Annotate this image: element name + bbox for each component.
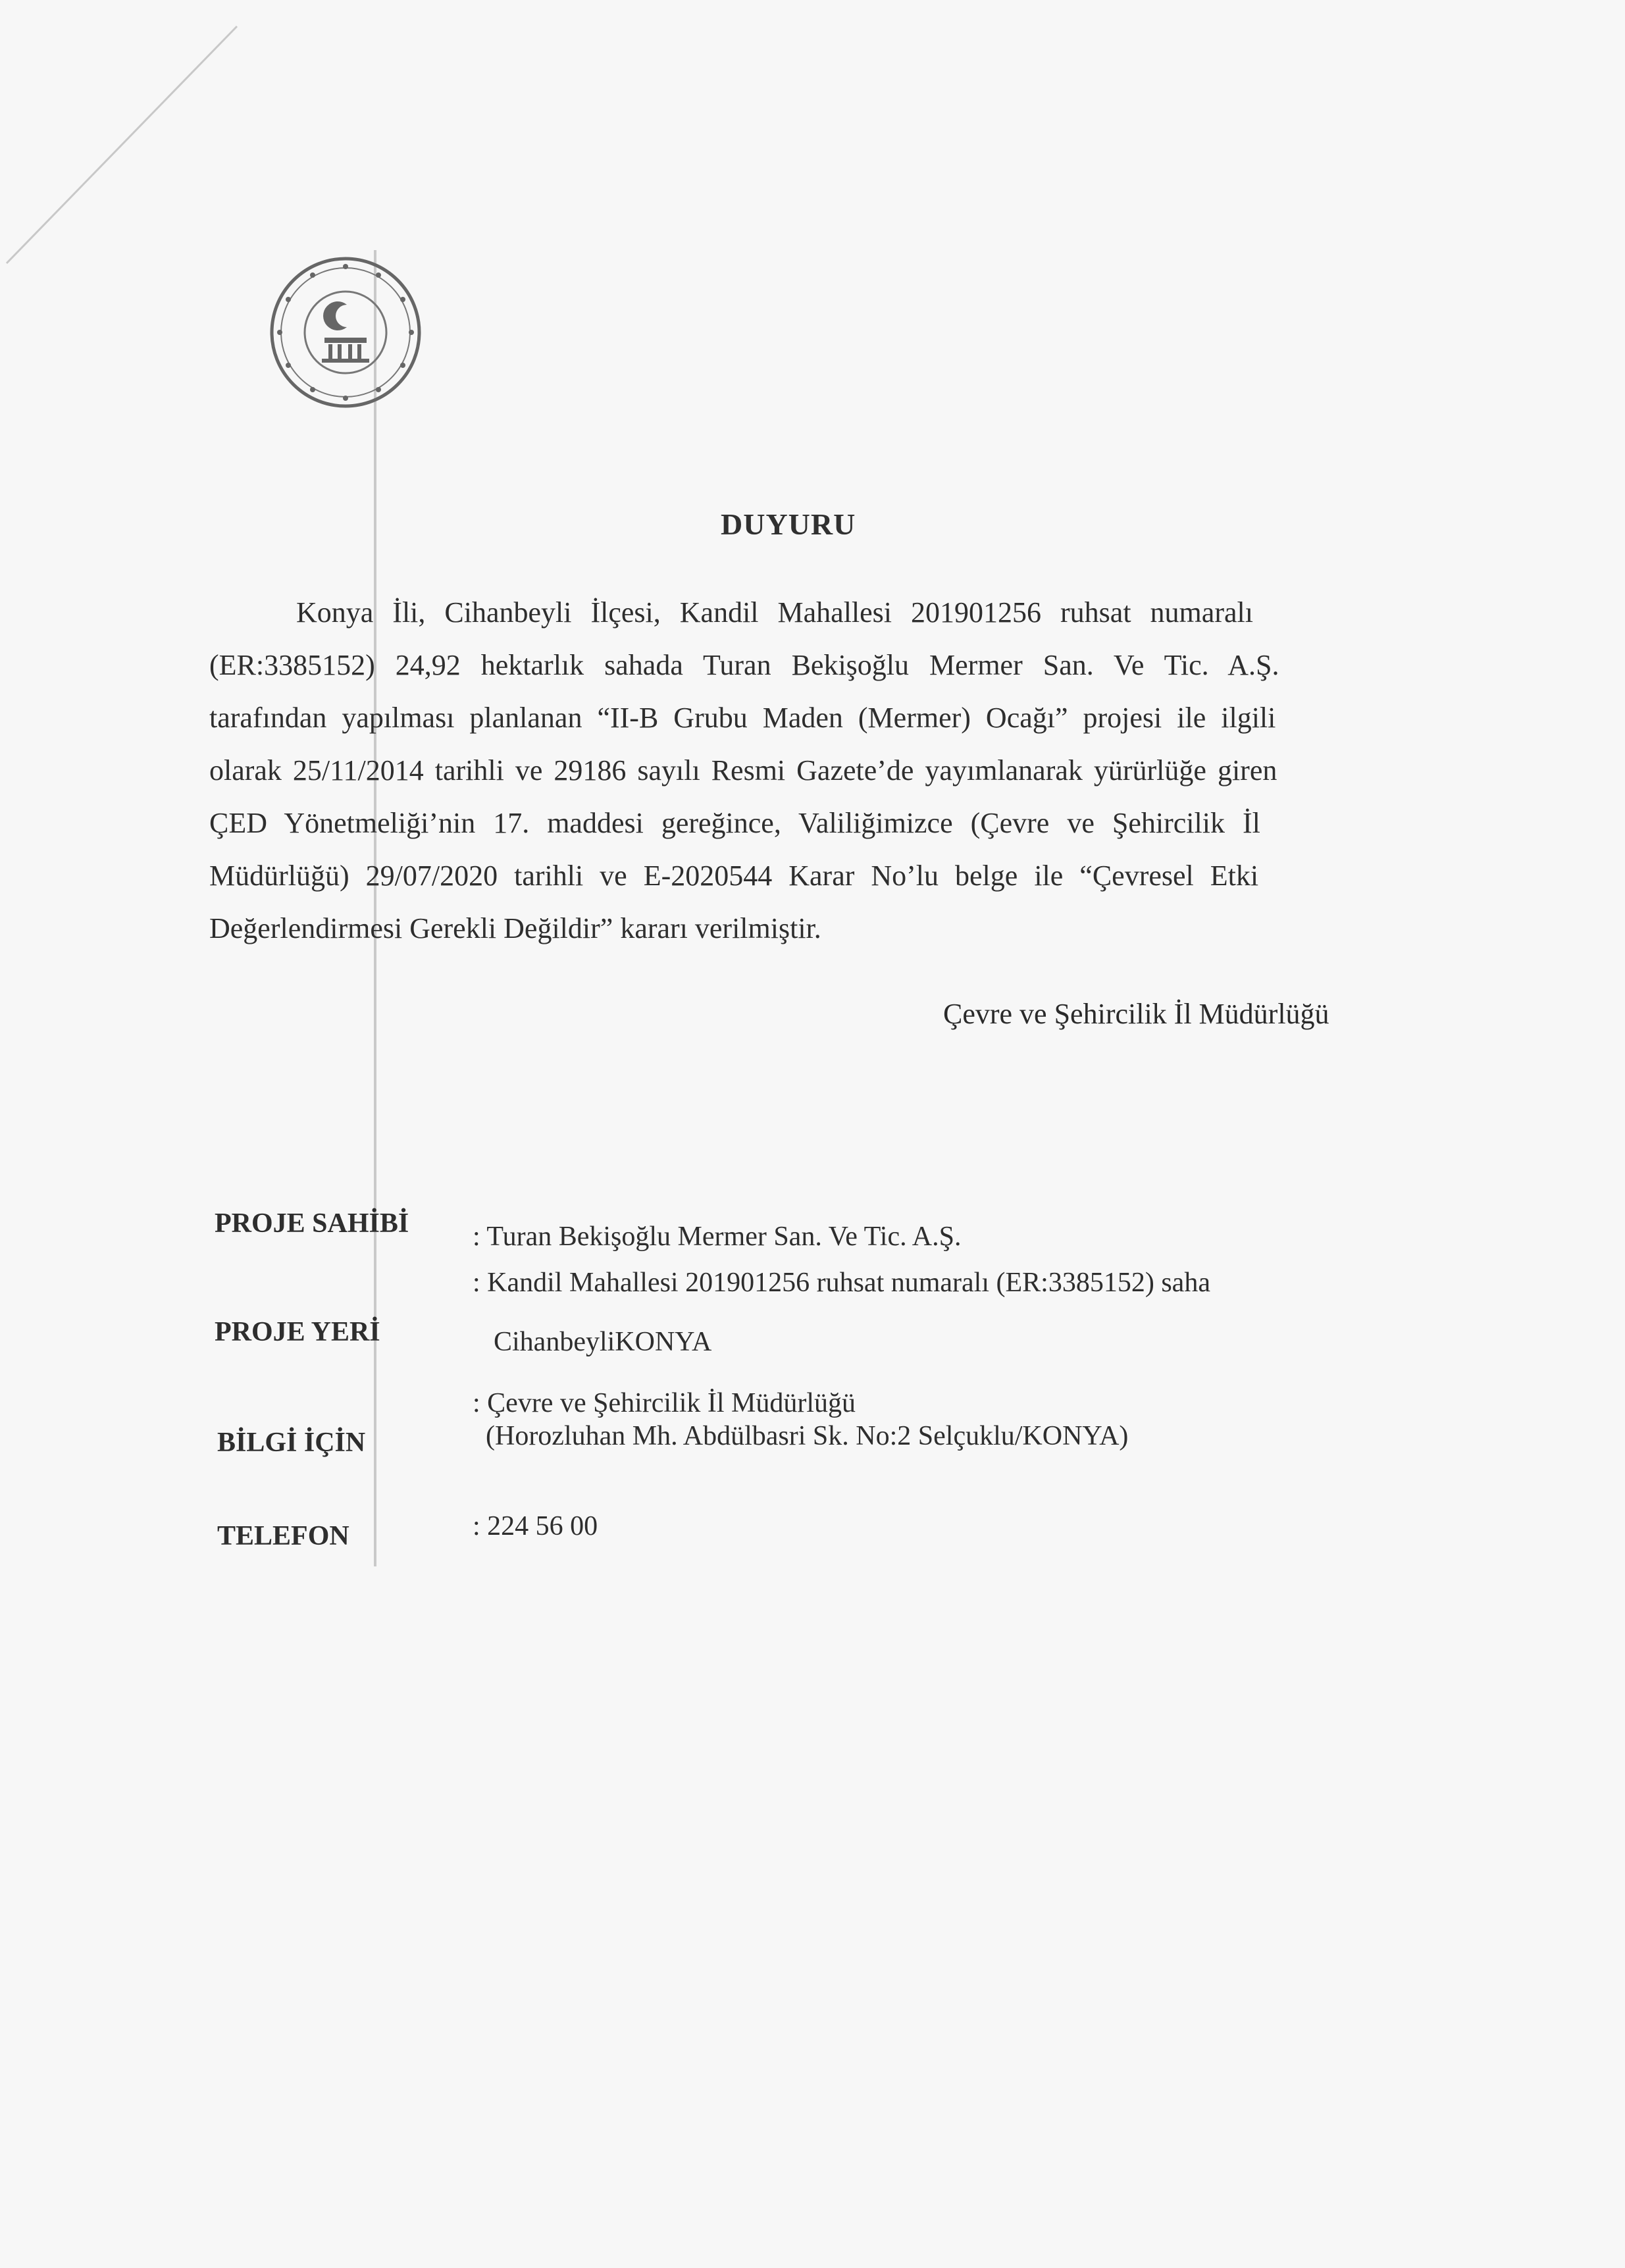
- body-line-3: tarafından yapılması planlanan “II-B Grubu Maden (Mermer) Ocağı” projesi ile ilgili: [209, 702, 1276, 734]
- signature-authority: Çevre ve Şehircilik İl Müdürlüğü: [943, 998, 1329, 1030]
- body-line-5: ÇED Yönetmeliği’nin 17. maddesi gereğince, Valiliğimizce (Çevre ve Şehircilik İl: [209, 807, 1260, 839]
- official-seal-icon: [267, 253, 425, 411]
- body-line-2: (ER:3385152) 24,92 hektarlık sahada Turan Bekişoğlu Mermer San. Ve Tic. A.Ş.: [209, 649, 1279, 681]
- body-line-6: Müdürlüğü) 29/07/2020 tarihli ve E-2020544 Karar No’lu belge ile “Çevresel Etki: [209, 860, 1259, 892]
- phone-label: TELEFON: [217, 1521, 349, 1551]
- body-line-7: Değerlendirmesi Gerekli Değildir” kararı verilmiştir.: [209, 912, 821, 944]
- body-line-1: Konya İli, Cihanbeyli İlçesi, Kandil Mahallesi 201901256 ruhsat numaralı: [296, 596, 1253, 629]
- info-value-2: (Horozluhan Mh. Abdülbasri Sk. No:2 Selçuklu/KONYA): [486, 1421, 1129, 1451]
- info-value-1: : Çevre ve Şehircilik İl Müdürlüğü: [473, 1388, 856, 1418]
- project-location-value-2: CihanbeyliKONYA: [494, 1327, 712, 1357]
- project-owner-value: : Turan Bekişoğlu Mermer San. Ve Tic. A.Ş.: [473, 1222, 962, 1252]
- project-location-value-1: : Kandil Mahallesi 201901256 ruhsat numaralı (ER:3385152) saha: [473, 1268, 1210, 1298]
- info-label: BİLGİ İÇİN: [217, 1428, 366, 1458]
- project-owner-label: PROJE SAHİBİ: [215, 1208, 409, 1239]
- body-line-4: olarak 25/11/2014 tarihli ve 29186 sayılı Resmi Gazete’de yayımlanarak yürürlüğe giren: [209, 754, 1277, 786]
- phone-value: : 224 56 00: [473, 1511, 598, 1541]
- project-location-label: PROJE YERİ: [215, 1317, 380, 1347]
- scan-fold-line: [374, 250, 376, 1566]
- scan-corner-mark: [0, 0, 263, 276]
- document-title: DUYURU: [721, 507, 856, 541]
